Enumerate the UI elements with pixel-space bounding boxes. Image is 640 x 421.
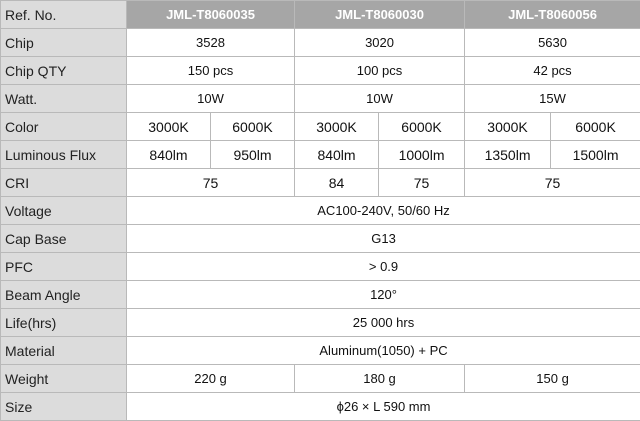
flux-value: 1500lm — [551, 141, 640, 169]
life-value: 25 000 hrs — [127, 309, 640, 337]
chip-qty-value: 100 pcs — [295, 57, 465, 85]
cri-value: 84 — [295, 169, 379, 197]
life-label: Life(hrs) — [1, 309, 127, 337]
size-value: ϕ26 × L 590 mm — [127, 393, 640, 421]
weight-value: 180 g — [295, 365, 465, 393]
watt-value: 15W — [465, 85, 640, 113]
cri-value: 75 — [127, 169, 295, 197]
flux-value: 950lm — [211, 141, 295, 169]
chip-label: Chip — [1, 29, 127, 57]
cap-base-row — [1, 225, 640, 253]
ref-no-label: Ref. No. — [1, 1, 127, 29]
voltage-value: AC100-240V, 50/60 Hz — [127, 197, 640, 225]
header-row — [1, 1, 640, 29]
pfc-row — [1, 253, 640, 281]
watt-label: Watt. — [1, 85, 127, 113]
chip-value: 5630 — [465, 29, 640, 57]
model-jml-t8060035: JML-T8060035 — [127, 1, 295, 29]
flux-value: 840lm — [127, 141, 211, 169]
cri-value: 75 — [465, 169, 640, 197]
chip-value: 3020 — [295, 29, 465, 57]
beam-angle-label: Beam Angle — [1, 281, 127, 309]
chip-qty-value: 42 pcs — [465, 57, 640, 85]
weight-row — [1, 365, 640, 393]
voltage-row — [1, 197, 640, 225]
chip-qty-value: 150 pcs — [127, 57, 295, 85]
material-label: Material — [1, 337, 127, 365]
color-value: 3000K — [295, 113, 379, 141]
color-row — [1, 113, 640, 141]
cri-value: 75 — [379, 169, 465, 197]
flux-row — [1, 141, 640, 169]
material-row — [1, 337, 640, 365]
chip-value: 3528 — [127, 29, 295, 57]
color-value: 6000K — [379, 113, 465, 141]
flux-value: 1000lm — [379, 141, 465, 169]
chip-qty-label: Chip QTY — [1, 57, 127, 85]
color-value: 3000K — [465, 113, 551, 141]
size-label: Size — [1, 393, 127, 421]
cap-base-label: Cap Base — [1, 225, 127, 253]
life-row — [1, 309, 640, 337]
watt-value: 10W — [127, 85, 295, 113]
pfc-label: PFC — [1, 253, 127, 281]
cap-base-value: G13 — [127, 225, 640, 253]
cri-label: CRI — [1, 169, 127, 197]
cri-row — [1, 169, 640, 197]
weight-value: 150 g — [465, 365, 640, 393]
model-jml-t8060030: JML-T8060030 — [295, 1, 465, 29]
model-jml-t8060056: JML-T8060056 — [465, 1, 640, 29]
color-value: 3000K — [127, 113, 211, 141]
flux-value: 840lm — [295, 141, 379, 169]
size-row — [1, 393, 640, 421]
color-value: 6000K — [551, 113, 640, 141]
flux-value: 1350lm — [465, 141, 551, 169]
chip-row — [1, 29, 640, 57]
beam-angle-row — [1, 281, 640, 309]
weight-value: 220 g — [127, 365, 295, 393]
material-value: Aluminum(1050) + PC — [127, 337, 640, 365]
voltage-label: Voltage — [1, 197, 127, 225]
chip-qty-row — [1, 57, 640, 85]
watt-row — [1, 85, 640, 113]
pfc-value: > 0.9 — [127, 253, 640, 281]
weight-label: Weight — [1, 365, 127, 393]
beam-angle-value: 120° — [127, 281, 640, 309]
watt-value: 10W — [295, 85, 465, 113]
color-value: 6000K — [211, 113, 295, 141]
color-label: Color — [1, 113, 127, 141]
flux-label: Luminous Flux — [1, 141, 127, 169]
